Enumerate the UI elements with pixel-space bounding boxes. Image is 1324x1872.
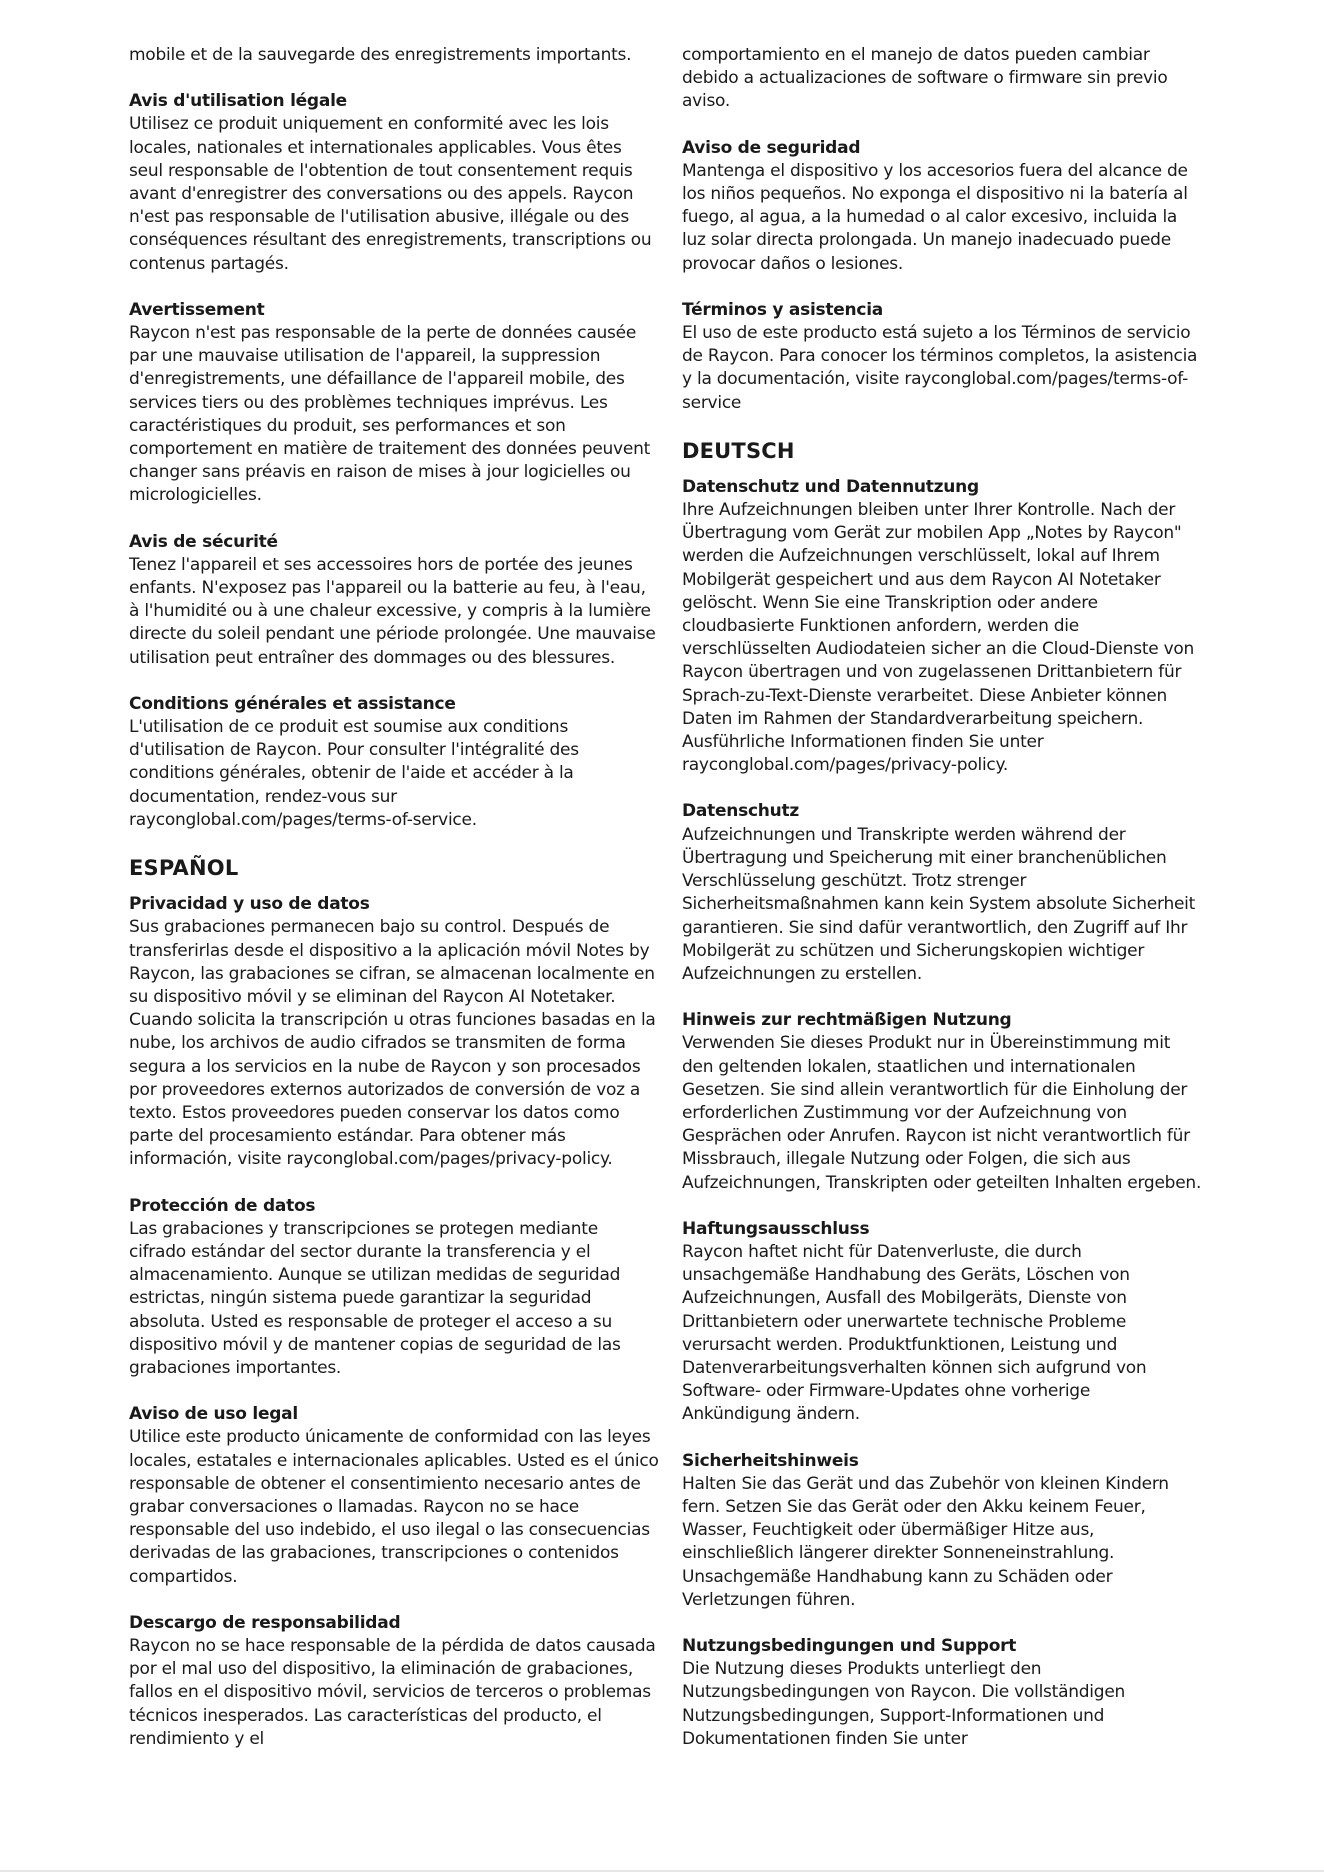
de-section-data-protection [682, 800, 1202, 986]
section-body: Aufzeichnungen und Transkripte werden während der Übertragung und Speicherung mit einer branchenüblichen Verschlüsselung geschützt. Trotz strenger Sicherheitsmaßnahmen kann kein System absolute Sicherheit garantieren. Sie sind dafür verantwortlich, den Zugriff auf Ihr Mobilgerät zu schützen und Sicherungskopien wichtiger Aufzeichnungen zu erstellen. [682, 824, 1196, 984]
section-title: Sicherheitshinweis [682, 1450, 859, 1471]
section-body: Tenez l'appareil et ses accessoires hors de portée des jeunes enfants. N'exposez pas l'appareil ou la batterie au feu, à l'eau, à l'humidité ou à une chaleur excessive, y compris à la lumière directe du soleil pendant une période prolongée. Une mauvaise utilisation peut entraîner des dommages ou des blessures. [129, 554, 656, 668]
es-language-block [129, 855, 659, 1751]
right-column [682, 44, 1202, 1774]
section-title: Privacidad y uso de datos [129, 894, 370, 915]
section-title: Conditions générales et assistance [129, 693, 456, 714]
section-body: Halten Sie das Gerät und das Zubehör von kleinen Kindern fern. Setzen Sie das Gerät oder den Akku keinem Feuer, Wasser, Feuchtigkeit oder übermäßiger Hitze aus, einschließlich längerer direkter Sonneneinstrahlung. Unsachgemäße Handhabung kann zu Schäden oder Verletzungen führen. [682, 1473, 1169, 1610]
section-body: Raycon haftet nicht für Datenverluste, die durch unsachgemäße Handhabung des Geräts, Löschen von Aufzeichnungen, Ausfall des Mobilgeräts, Dienste von Drittanbietern oder unerwartete technische Probleme verursacht werden. Produktfunktionen, Leistung und Datenverarbeitungsverhalten können sich aufgrund von Software- oder Firmware-Updates ohne vorherige Ankündigung ändern. [682, 1241, 1147, 1425]
es-section-disclaimer [129, 1612, 659, 1751]
language-heading-de: DEUTSCH [682, 438, 795, 463]
fr-tail-paragraph [129, 44, 659, 67]
section-title: Avis d'utilisation légale [129, 91, 347, 112]
fr-section-disclaimer [129, 299, 659, 508]
language-heading-es: ESPAÑOL [129, 856, 239, 881]
de-section-safety [682, 1450, 1202, 1612]
es-section-data-protection [129, 1195, 659, 1381]
fr-section-terms [129, 693, 659, 832]
section-body: L'utilisation de ce produit est soumise aux conditions d'utilisation de Raycon. Pour consulter l'intégralité des conditions générales, obtenir de l'aide et accéder à la documentation, rendez-vous sur rayconglobal.com/pages/terms-of-service. [129, 717, 579, 830]
section-body: Sus grabaciones permanecen bajo su control. Después de transferirlas desde el dispositivo a la aplicación móvil Notes by Raycon, las grabaciones se cifran, se almacenan localmente en su dispositivo móvil y se eliminan del Raycon AI Notetaker. Cuando solicita la transcripción u otras funciones basadas en la nube, los archivos de audio cifrados se transmiten de forma segura a los servicios en la nube de Raycon y son procesados por proveedores externos autorizados de conversión de voz a texto. Estos proveedores pueden conservar los datos como parte del procesamiento estándar. Para obtener más información, visite rayconglobal.com/pages/privacy-policy. [129, 917, 656, 1170]
section-title: Nutzungsbedingungen und Support [682, 1635, 1017, 1656]
es-section-terms [682, 299, 1202, 415]
paragraph-text: comportamiento en el manejo de datos pueden cambiar debido a actualizaciones de software o firmware sin previo aviso. [682, 45, 1168, 112]
es-section-privacy [129, 893, 659, 1171]
de-language-block [682, 438, 1202, 1751]
de-section-disclaimer [682, 1218, 1202, 1427]
section-title: Avertissement [129, 299, 265, 320]
left-column [129, 44, 659, 1774]
section-body: Verwenden Sie dieses Produkt nur in Übereinstimmung mit den geltenden lokalen, staatlichen und internationalen Gesetzen. Sie sind allein verantwortlich für die Einholung der erforderlichen Zustimmung vor der Aufzeichnung von Gesprächen oder Anrufen. Raycon ist nicht verantwortlich für Missbrauch, illegale Nutzung oder Folgen, die sich aus Aufzeichnungen, Transkripten oder geteilten Inhalten ergeben. [682, 1033, 1202, 1193]
fr-section-legal-use [129, 90, 659, 276]
section-title: Haftungsausschluss [682, 1218, 870, 1239]
es-tail-paragraph [682, 44, 1202, 114]
section-body: Die Nutzung dieses Produkts unterliegt den Nutzungsbedingungen von Raycon. Die vollständigen Nutzungsbedingungen, Support-Informationen und Dokumentationen finden Sie unter [682, 1659, 1126, 1749]
section-body: Raycon n'est pas responsable de la perte de données causée par une mauvaise utilisation de l'appareil, la suppression d'enregistrements, une défaillance de l'appareil mobile, des services tiers ou des problèmes techniques imprévus. Les caractéristiques du produit, ses performances et son comportement en matière de traitement des données peuvent changer sans préavis en raison de mises à jour logicielles ou micrologicielles. [129, 323, 651, 506]
es-section-safety [682, 137, 1202, 276]
fr-section-safety [129, 531, 659, 670]
section-title: Descargo de responsabilidad [129, 1612, 401, 1633]
section-body: Ihre Aufzeichnungen bleiben unter Ihrer Kontrolle. Nach der Übertragung vom Gerät zur mobilen App „Notes by Raycon" werden die Aufzeichnungen verschlüsselt, lokal auf Ihrem Mobilgerät gespeichert und aus dem Raycon AI Notetaker gelöscht. Wenn Sie eine Transkription oder andere cloudbasierte Funktionen anfordern, werden die verschlüsselten Audiodateien sicher an die Cloud-Dienste von Raycon übertragen und von zugelassenen Drittanbietern für Sprach-zu-Text-Dienste verarbeitet. Diese Anbieter können Daten im Rahmen der Standardverarbeitung speichern. Ausführliche Informationen finden Sie unter rayconglobal.com/pages/privacy-policy. [682, 500, 1195, 776]
section-title: Aviso de seguridad [682, 137, 861, 158]
section-title: Términos y asistencia [682, 299, 884, 320]
section-title: Hinweis zur rechtmäßigen Nutzung [682, 1010, 1012, 1031]
section-title: Protección de datos [129, 1195, 316, 1216]
section-body: Raycon no se hace responsable de la pérdida de datos causada por el mal uso del dispositivo, la eliminación de grabaciones, fallos en el dispositivo móvil, servicios de terceros o problemas técnicos inesperados. Las características del producto, el rendimiento y el [129, 1635, 656, 1749]
section-title: Datenschutz und Datennutzung [682, 476, 979, 497]
section-body: Utilice este producto únicamente de conformidad con las leyes locales, estatales e internacionales aplicables. Usted es el único responsable de obtener el consentimiento necesario antes de grabar conversaciones o llamadas. Raycon no se hace responsable del uso indebido, el uso ilegal o las consecuencias derivadas de las grabaciones, transcripciones o contenidos compartidos. [129, 1427, 659, 1587]
section-body: El uso de este producto está sujeto a los Términos de servicio de Raycon. Para conocer los términos completos, la asistencia y la documentación, visite rayconglobal.com/pages/terms-of-service [682, 323, 1198, 413]
section-title: Aviso de uso legal [129, 1404, 298, 1425]
section-body: Las grabaciones y transcripciones se protegen mediante cifrado estándar del sector durante la transferencia y el almacenamiento. Aunque se utilizan medidas de seguridad estrictas, ningún sistema puede garantizar la seguridad absoluta. Usted es responsable de proteger el acceso a su dispositivo móvil y de mantener copias de seguridad de las grabaciones importantes. [129, 1218, 621, 1378]
section-title: Datenschutz [682, 801, 800, 822]
es-section-legal-use [129, 1403, 659, 1589]
section-body: Utilisez ce produit uniquement en conformité avec les lois locales, nationales et internationales applicables. Vous êtes seul responsable de l'obtention de tout consentement requis avant d'enregistrer des conversations ou des appels. Raycon n'est pas responsable de l'utilisation abusive, illégale ou des conséquences résultant des enregistrements, transcriptions ou contenus partagés. [129, 114, 652, 274]
section-body: Mantenga el dispositivo y los accesorios fuera del alcance de los niños pequeños. No exponga el dispositivo ni la batería al fuego, al agua, a la humedad o al calor excesivo, incluida la luz solar directa prolongada. Un manejo inadecuado puede provocar daños o lesiones. [682, 160, 1188, 274]
de-section-privacy [682, 476, 1202, 778]
de-section-terms [682, 1635, 1202, 1751]
section-title: Avis de sécurité [129, 531, 278, 552]
de-section-legal-use [682, 1009, 1202, 1195]
paragraph-text: mobile et de la sauvegarde des enregistrements importants. [129, 45, 632, 65]
